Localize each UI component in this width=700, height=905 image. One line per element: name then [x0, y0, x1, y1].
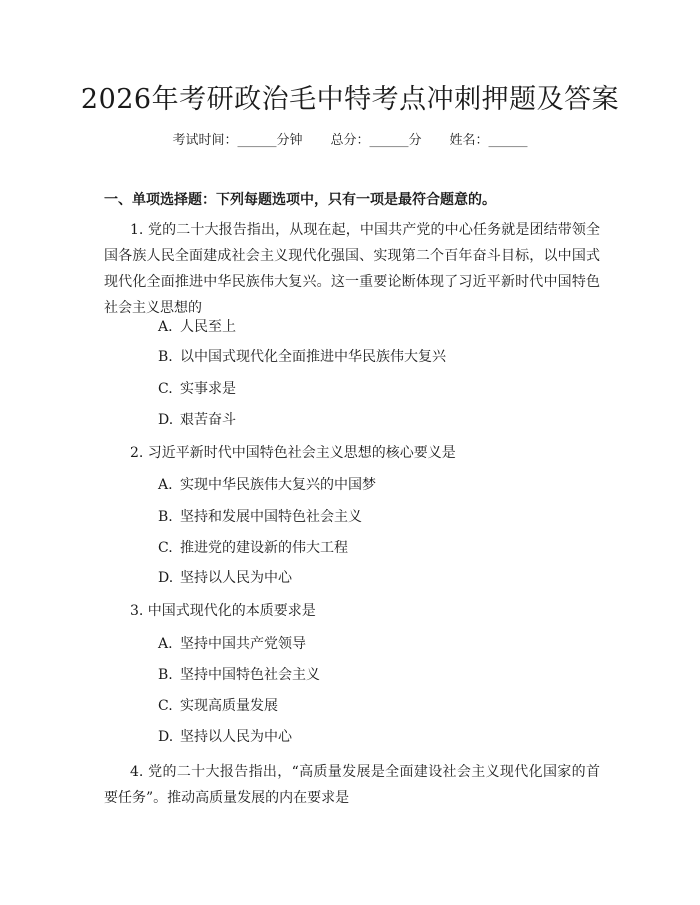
exam-time: 考试时间：______分钟 — [172, 133, 303, 148]
option-letter: A. — [158, 477, 173, 493]
option-text: 坚持中国特色社会主义 — [180, 667, 320, 683]
question-1-option-c — [158, 378, 236, 400]
question-1-option-d — [158, 409, 236, 431]
option-letter: C. — [158, 698, 173, 714]
option-text: 人民至上 — [180, 319, 236, 335]
option-text: 艰苦奋斗 — [180, 412, 236, 428]
exam-score: 总分：______分 — [330, 133, 422, 148]
question-2: 2. 习近平新时代中国特色社会主义思想的核心要义是 — [130, 445, 456, 461]
question-2-option-d — [158, 567, 292, 589]
option-letter: A. — [158, 319, 173, 335]
option-text: 实现中华民族伟大复兴的中国梦 — [180, 477, 376, 493]
question-4: 4. 党的二十大报告指出，“高质量发展是全面建设社会主义现代化国家的首要任务”。推动高质量发展的内在要求是 — [104, 764, 600, 806]
section-heading: 一、单项选择题：下列每题选项中，只有一项是最符合题意的。 — [104, 192, 496, 208]
option-text: 以中国式现代化全面推进中华民族伟大复兴 — [180, 349, 446, 365]
option-text: 坚持中国共产党领导 — [180, 636, 306, 652]
option-text: 实现高质量发展 — [180, 698, 278, 714]
option-letter: C. — [158, 381, 173, 397]
question-1-option-a — [158, 316, 236, 338]
option-letter: D. — [158, 729, 174, 745]
option-text: 推进党的建设新的伟大工程 — [180, 540, 348, 556]
option-letter: B. — [158, 509, 173, 525]
exam-name: 姓名：______ — [449, 133, 528, 148]
option-letter: B. — [158, 667, 173, 683]
question-2-option-a — [158, 474, 376, 496]
question-1: 1. 党的二十大报告指出，从现在起，中国共产党的中心任务就是团结带领全国各族人民全面建成社会主义现代化强国、实现第二个百年奋斗目标，以中国式现代化全面推进中华民族伟大复兴。这一重要论断体现了习近平新时代中国特色社会主义思想的 — [104, 222, 600, 316]
option-text: 实事求是 — [180, 381, 236, 397]
question-1-option-b — [158, 346, 446, 368]
option-letter: D. — [158, 570, 174, 586]
exam-meta — [0, 131, 700, 151]
question-3: 3. 中国式现代化的本质要求是 — [130, 603, 316, 619]
document-title: 2026年考研政治毛中特考点冲刺押题及答案 — [80, 84, 620, 115]
option-text: 坚持和发展中国特色社会主义 — [180, 509, 362, 525]
option-text: 坚持以人民为中心 — [180, 570, 292, 586]
option-letter: A. — [158, 636, 173, 652]
question-3-option-d — [158, 726, 292, 748]
question-2-option-b — [158, 506, 362, 528]
question-3-option-b — [158, 664, 320, 686]
option-letter: C. — [158, 540, 173, 556]
option-letter: B. — [158, 349, 173, 365]
option-letter: D. — [158, 412, 174, 428]
question-2-option-c — [158, 537, 348, 559]
question-3-option-a — [158, 633, 306, 655]
option-text: 坚持以人民为中心 — [180, 729, 292, 745]
question-3-option-c — [158, 695, 278, 717]
